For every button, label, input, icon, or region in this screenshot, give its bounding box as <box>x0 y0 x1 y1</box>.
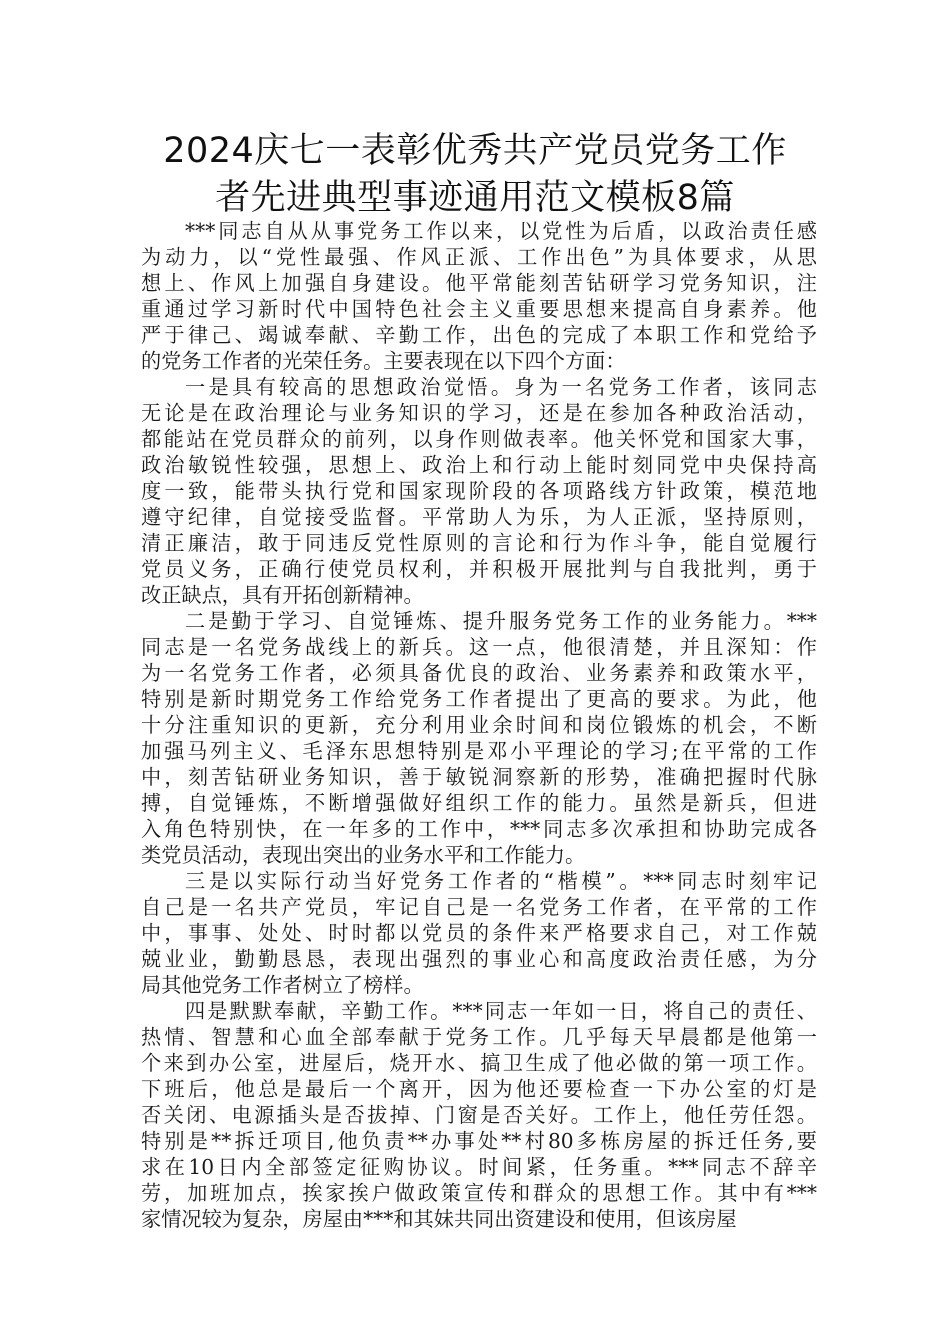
paragraph-line: 局其他党务工作者树立了榜样。 <box>141 973 424 997</box>
paragraph-line: 度一致，能带头执行党和国家现阶段的各项路线方针政策，模范地 <box>141 479 817 503</box>
paragraph-line: 想上、作风上加强自身建设。他平常能刻苦钻研学习党务知识，注 <box>141 271 817 295</box>
paragraph-line: 清正廉洁，敢于同违反党性原则的言论和行为作斗争，能自觉履行 <box>141 531 817 555</box>
paragraph-line: 三是以实际行动当好党务工作者的“楷模”。***同志时刻牢记 <box>185 869 817 893</box>
paragraph-line: 政治敏锐性较强，思想上、政治上和行动上能时刻同党中央保持高 <box>141 453 817 477</box>
paragraph-line: 自己是一名共产党员，牢记自己是一名党务工作者，在平常的工作 <box>141 895 817 919</box>
paragraph-line: 特别是**拆迁项目,他负责**办事处**村80多栋房屋的拆迁任务,要 <box>141 1129 817 1153</box>
paragraph-line: 为一名党务工作者，必须具备优良的政治、业务素养和政策水平， <box>141 661 817 685</box>
paragraph-line: 搏，自觉锤炼，不断增强做好组织工作的能力。虽然是新兵，但进 <box>141 791 817 815</box>
paragraph-line: 兢业业，勤勤恳恳，表现出强烈的事业心和高度政治责任感，为分 <box>141 947 817 971</box>
paragraph-line: 类党员活动，表现出突出的业务水平和工作能力。 <box>141 843 586 867</box>
paragraph <box>141 218 817 374</box>
paragraph-line: 为动力，以“党性最强、作风正派、工作出色”为具体要求，从思 <box>141 245 817 269</box>
paragraph-line: 同志是一名党务战线上的新兵。这一点，他很清楚，并且深知：作 <box>141 635 817 659</box>
paragraph-line: 无论是在政治理论与业务知识的学习，还是在参加各种政治活动， <box>141 401 817 425</box>
paragraph-line: 下班后，他总是最后一个离开，因为他还要检查一下办公室的灯是 <box>141 1077 817 1101</box>
paragraph-line: 加强马列主义、毛泽东思想特别是邓小平理论的学习;在平常的工作 <box>141 739 817 763</box>
paragraph-line: 特别是新时期党务工作给党务工作者提出了更高的要求。为此，他 <box>141 687 817 711</box>
paragraph-line: 否关闭、电源插头是否拔掉、门窗是否关好。工作上，他任劳任怨。 <box>141 1103 817 1127</box>
paragraph-line: 个来到办公室，进屋后，烧开水、搞卫生成了他必做的第一项工作。 <box>141 1051 817 1075</box>
paragraph <box>141 998 817 1232</box>
paragraph-line: 中，事事、处处、时时都以党员的条件来严格要求自己，对工作兢 <box>141 921 817 945</box>
paragraph-line: 遵守纪律，自觉接受监督。平常助人为乐，为人正派，坚持原则， <box>141 505 817 529</box>
paragraph-line: 都能站在党员群众的前列，以身作则做表率。他关怀党和国家大事， <box>141 427 817 451</box>
paragraph-line: 劳，加班加点，挨家挨户做政策宣传和群众的思想工作。其中有*** <box>141 1181 817 1205</box>
paragraph-line: 改正缺点，具有开拓创新精神。 <box>141 583 424 607</box>
paragraph <box>141 374 817 608</box>
document-body <box>141 218 817 1232</box>
paragraph-line: 入角色特别快，在一年多的工作中，***同志多次承担和协助完成各 <box>141 817 817 841</box>
title-line-2: 者先进典型事迹通用范文模板8篇 <box>215 178 735 218</box>
paragraph-line: ***同志自从从事党务工作以来，以党性为后盾，以政治责任感 <box>185 219 817 243</box>
paragraph <box>141 608 817 868</box>
paragraph-line: 党员义务，正确行使党员权利，并积极开展批判与自我批判，勇于 <box>141 557 817 581</box>
paragraph-line: 中，刻苦钻研业务知识，善于敏锐洞察新的形势，准确把握时代脉 <box>141 765 817 789</box>
paragraph-line: 四是默默奉献，辛勤工作。***同志一年如一日，将自己的责任、 <box>185 999 817 1023</box>
paragraph-line: 热情、智慧和心血全部奉献于党务工作。几乎每天早晨都是他第一 <box>141 1025 817 1049</box>
paragraph-line: 十分注重知识的更新，充分利用业余时间和岗位锻炼的机会，不断 <box>141 713 817 737</box>
paragraph-line: 严于律己、竭诚奉献、辛勤工作，出色的完成了本职工作和党给予 <box>141 323 817 347</box>
paragraph-line: 家情况较为复杂，房屋由***和其妹共同出资建设和使用，但该房屋 <box>141 1207 737 1231</box>
document-title <box>120 128 830 222</box>
paragraph-line: 二是勤于学习、自觉锤炼、提升服务党务工作的业务能力。*** <box>185 609 817 633</box>
paragraph-line: 的党务工作者的光荣任务。主要表现在以下四个方面： <box>141 349 626 373</box>
paragraph-line: 求在10日内全部签定征购协议。时间紧，任务重。***同志不辞辛 <box>141 1155 817 1179</box>
paragraph-line: 一是具有较高的思想政治觉悟。身为一名党务工作者，该同志 <box>185 375 817 399</box>
title-line-1: 2024庆七一表彰优秀共产党员党务工作 <box>163 131 787 171</box>
paragraph-line: 重通过学习新时代中国特色社会主义重要思想来提高自身素养。他 <box>141 297 817 321</box>
paragraph <box>141 868 817 998</box>
